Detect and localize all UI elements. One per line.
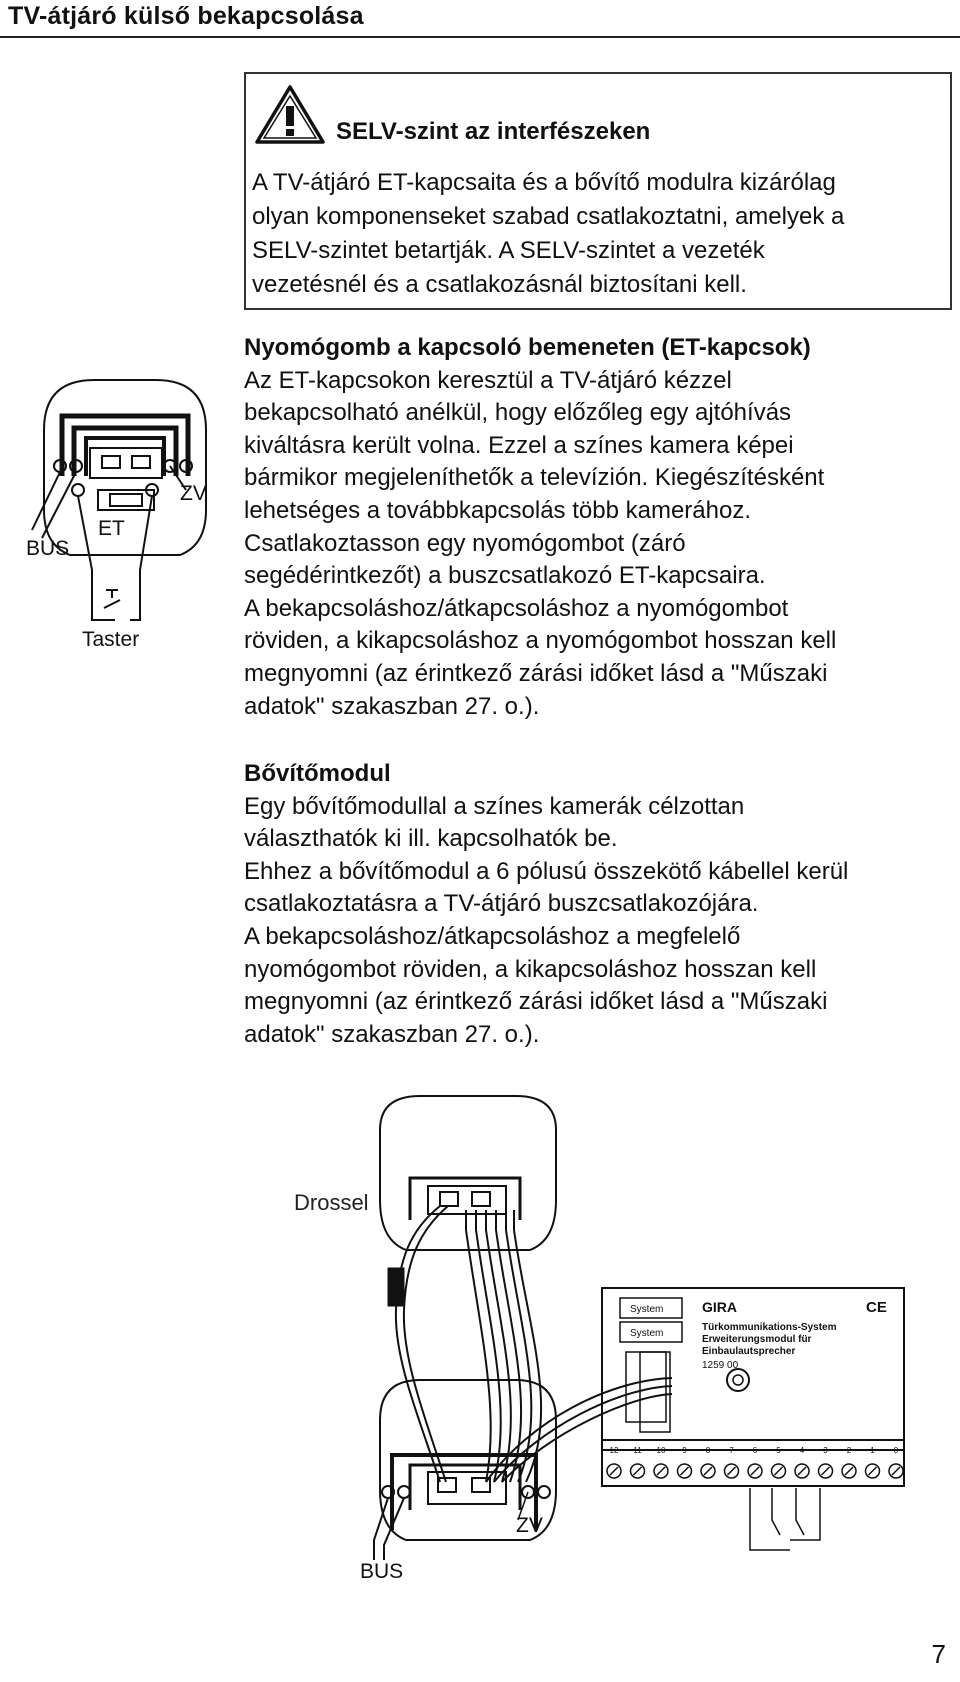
terminal-label: 0 xyxy=(893,1446,899,1455)
terminal-label: 12 xyxy=(609,1446,619,1455)
terminal-label: 8 xyxy=(705,1446,711,1455)
page-number: 7 xyxy=(931,1639,946,1669)
terminal-label: 7 xyxy=(729,1446,734,1455)
module-system-label: System xyxy=(630,1328,664,1339)
section-et-title: Nyomógomb a kapcsoló bemeneten (ET-kapcsok) xyxy=(244,334,811,361)
section-et-line: lehetséges a továbbkapcsolás több kamerához. xyxy=(244,496,751,524)
warning-title: SELV-szint az interfészeken xyxy=(336,118,651,145)
module-name-line: Erweiterungsmodul für xyxy=(702,1334,812,1345)
terminal-label: 9 xyxy=(682,1446,687,1455)
drossel-label: Drossel xyxy=(294,1190,369,1215)
bus-label: BUS xyxy=(26,537,70,560)
module-name-line: Türkommunikations-System xyxy=(702,1322,837,1333)
terminal-label: 4 xyxy=(799,1446,805,1455)
section-et-line: Csatlakoztasson egy nyomógombot (záró xyxy=(244,529,686,557)
section-et-line: Az ET-kapcsokon keresztül a TV-átjáró kézzel xyxy=(244,366,732,394)
terminal-label: 2 xyxy=(846,1446,852,1455)
section-bm-line: csatlakoztatásra a TV-átjáró buszcsatlakozójára. xyxy=(244,890,759,918)
section-et-line: adatok" szakaszban 27. o.). xyxy=(244,692,540,720)
section-bm-line: Ehhez a bővítőmodul a 6 pólusú összekötő kábellel kerül xyxy=(244,857,849,885)
bus-label-2: BUS xyxy=(360,1560,404,1583)
section-et-line: bármikor megjeleníthetők a televízión. Kiegészítésként xyxy=(244,464,825,492)
section-et-line: A bekapcsoláshoz/átkapcsoláshoz a nyomógombot xyxy=(244,594,789,622)
section-bm-line: választhatók ki ill. kapcsolhatók be. xyxy=(244,825,618,853)
section-extension-module xyxy=(244,758,954,1051)
terminal-label: 10 xyxy=(656,1446,666,1455)
ce-mark: CE xyxy=(866,1299,887,1316)
extension-module-wiring-diagram xyxy=(280,1090,920,1590)
section-et-line: bekapcsolható anélkül, hogy előzőleg egy ajtóhívás xyxy=(244,399,792,427)
section-bm-line: Egy bővítőmodullal a színes kamerák célzottan xyxy=(244,792,745,820)
terminal-label: 11 xyxy=(633,1446,642,1455)
et-label: ET xyxy=(98,517,125,540)
zv-label: ZV xyxy=(180,482,207,505)
warning-triangle-icon xyxy=(254,84,326,146)
section-bm-line: nyomógombot röviden, a kikapcsoláshoz hosszan kell xyxy=(244,955,817,983)
module-name-line: Einbaulautsprecher xyxy=(702,1346,796,1357)
warning-line: A TV-átjáró ET-kapcsaita és a bővítő modulra kizárólag xyxy=(252,169,836,196)
section-bm-line: megnyomni (az érintkező zárási időket lásd a "Műszaki xyxy=(244,988,828,1016)
et-push-button-wiring-diagram xyxy=(20,370,230,670)
terminal-label: 5 xyxy=(776,1446,781,1455)
warning-line: olyan komponenseket szabad csatlakoztatni, amelyek a xyxy=(252,203,845,230)
terminal-label: 3 xyxy=(823,1446,828,1455)
section-bm-line: A bekapcsoláshoz/átkapcsoláshoz a megfelelő xyxy=(244,922,741,950)
warning-line: SELV-szintet betartják. A SELV-szintet a vezeték xyxy=(252,237,765,264)
warning-line: vezetésnél és a csatlakozásnál biztosítani kell. xyxy=(252,271,747,298)
module-brand: GIRA xyxy=(702,1299,737,1315)
section-bm-line: adatok" szakaszban 27. o.). xyxy=(244,1020,540,1048)
section-et-push-button xyxy=(244,332,954,723)
taster-label: Taster xyxy=(82,628,140,651)
terminal-label: 1 xyxy=(870,1446,875,1455)
warning-text xyxy=(252,166,942,302)
page-header xyxy=(0,0,960,38)
zv-label-2: ZV xyxy=(516,1514,543,1537)
section-et-line: kiváltásra került volna. Ezzel a színes kamera képei xyxy=(244,431,794,459)
section-et-line: röviden, a kikapcsoláshoz a nyomógombot hosszan kell xyxy=(244,627,837,655)
section-bm-title: Bővítőmodul xyxy=(244,760,391,787)
selv-warning-box xyxy=(244,72,952,310)
terminal-label: 6 xyxy=(752,1446,758,1455)
module-article-number: 1259 00 xyxy=(702,1360,739,1371)
page-title: TV-átjáró külső bekapcsolása xyxy=(8,2,364,30)
section-et-line: megnyomni (az érintkező zárási időket lásd a "Műszaki xyxy=(244,659,828,687)
module-system-label: System xyxy=(630,1304,664,1315)
section-et-line: segédérintkezőt) a buszcsatlakozó ET-kapcsaira. xyxy=(244,562,766,590)
